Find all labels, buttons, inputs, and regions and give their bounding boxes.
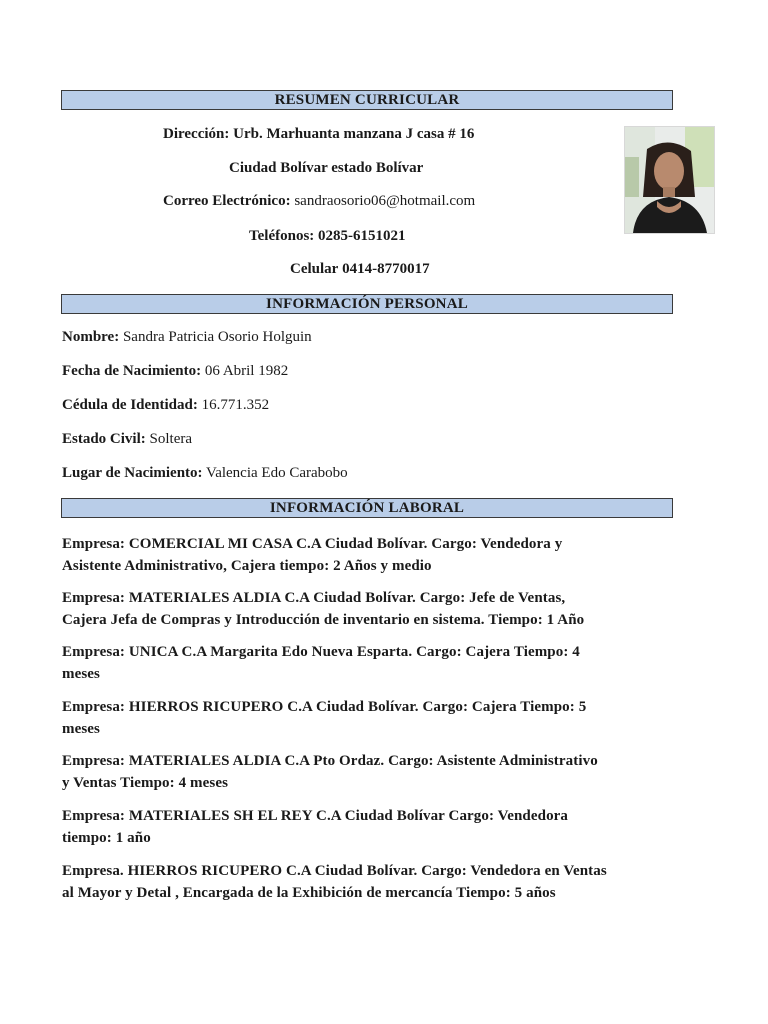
- resume-title-bar: [61, 90, 673, 110]
- job-line-1: Empresa: HIERROS RICUPERO C.A Ciudad Bolívar. Cargo: Cajera Tiempo: 5: [62, 699, 587, 715]
- address-line: [163, 126, 474, 143]
- cell-label: Celular: [290, 261, 339, 277]
- job-line-2: meses: [62, 721, 100, 737]
- profile-photo-image: [625, 127, 714, 233]
- phone-line: [249, 228, 406, 245]
- work-info-bar: [61, 498, 673, 518]
- address-label: Dirección:: [163, 126, 230, 142]
- field-label: Cédula de Identidad:: [62, 397, 198, 413]
- job-line-1: Empresa: COMERCIAL MI CASA C.A Ciudad Bolívar. Cargo: Vendedora y: [62, 536, 563, 552]
- field-label: Lugar de Nacimiento:: [62, 465, 203, 481]
- job-line-2: al Mayor y Detal , Encargada de la Exhibición de mercancía Tiempo: 5 años: [62, 885, 556, 901]
- job-line-2: tiempo: 1 año: [62, 830, 151, 846]
- address-value: Urb. Marhuanta manzana J casa # 16: [233, 126, 475, 142]
- field-value: Sandra Patricia Osorio Holguin: [122, 329, 312, 345]
- field-label: Nombre:: [62, 329, 120, 345]
- email-line: [163, 193, 475, 210]
- cell-line: [290, 261, 430, 278]
- personal-info-bar: [61, 294, 673, 314]
- job-line-1: Empresa: MATERIALES SH EL REY C.A Ciudad Bolívar Cargo: Vendedora: [62, 808, 569, 824]
- field-value: Valencia Edo Carabobo: [206, 465, 348, 481]
- cell-value: 0414-8770017: [342, 261, 430, 277]
- job-line-2: y Ventas Tiempo: 4 meses: [62, 775, 229, 791]
- personal-info-title: INFORMACIÓN PERSONAL: [266, 296, 468, 312]
- job-entry: [62, 641, 672, 685]
- field-name: [62, 329, 312, 346]
- city-value: Ciudad Bolívar estado Bolívar: [229, 160, 424, 176]
- city-line: [229, 160, 423, 177]
- phone-value: 0285-6151021: [318, 228, 406, 244]
- field-birthplace: [62, 465, 348, 482]
- job-line-2: Asistente Administrativo, Cajera tiempo: 2 Años y medio: [62, 558, 432, 574]
- job-entry: [62, 805, 672, 849]
- profile-photo: [624, 126, 715, 234]
- job-line-2: meses: [62, 666, 100, 682]
- job-entry: [62, 587, 672, 631]
- email-value[interactable]: sandraosorio06@hotmail.com: [294, 193, 476, 209]
- job-line-1: Empresa: UNICA C.A Margarita Edo Nueva Esparta. Cargo: Cajera Tiempo: 4: [62, 644, 580, 660]
- field-id-number: [62, 397, 269, 414]
- job-entry: [62, 860, 672, 904]
- field-civil-status: [62, 431, 192, 448]
- work-info-title: INFORMACIÓN LABORAL: [269, 500, 465, 516]
- resume-title: RESUMEN CURRICULAR: [274, 92, 460, 108]
- field-label: Fecha de Nacimiento:: [62, 363, 202, 379]
- field-label: Estado Civil:: [62, 431, 146, 447]
- job-line-1: Empresa: MATERIALES ALDIA C.A Pto Ordaz. Cargo: Asistente Administrativo: [62, 753, 598, 769]
- job-line-1: Empresa. HIERROS RICUPERO C.A Ciudad Bolívar. Cargo: Vendedora en Ventas: [62, 863, 607, 879]
- job-entry: [62, 750, 672, 794]
- job-entry: [62, 696, 672, 740]
- field-value: Soltera: [149, 431, 193, 447]
- field-birthdate: [62, 363, 288, 380]
- phone-label: Teléfonos:: [249, 228, 315, 244]
- field-value: 16.771.352: [201, 397, 270, 413]
- job-line-1: Empresa: MATERIALES ALDIA C.A Ciudad Bolívar. Cargo: Jefe de Ventas,: [62, 590, 566, 606]
- job-entry: [62, 533, 672, 577]
- email-label: Correo Electrónico:: [163, 193, 291, 209]
- job-line-2: Cajera Jefa de Compras y Introducción de inventario en sistema. Tiempo: 1 Año: [62, 612, 585, 628]
- field-value: 06 Abril 1982: [204, 363, 289, 379]
